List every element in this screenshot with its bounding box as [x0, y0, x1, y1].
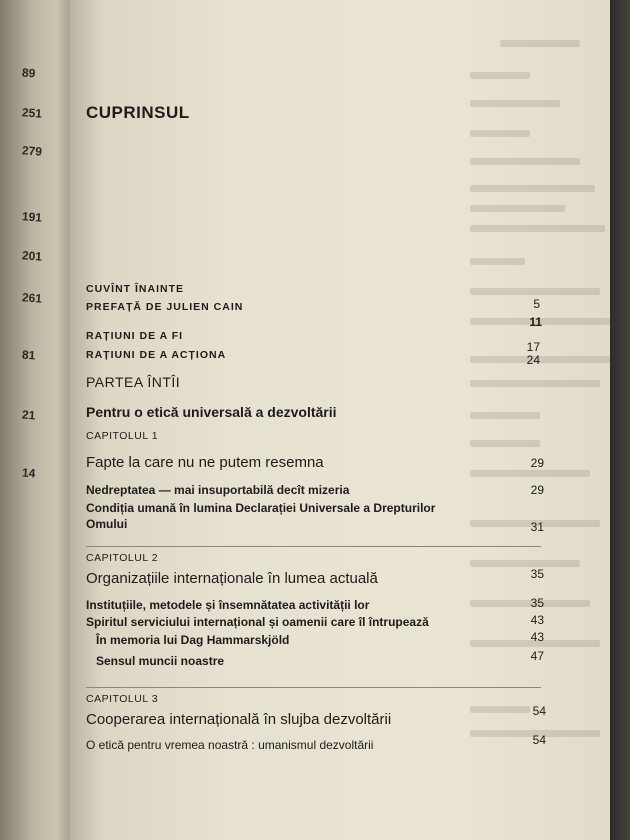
chapter-label: CAPITOLUL 2: [86, 552, 159, 564]
page-title: CUPRINSUL: [86, 103, 190, 122]
toc-page: [70, 0, 610, 840]
toc-entry: RAȚIUNI DE A ACȚIONA: [86, 349, 227, 361]
left-page-number: 81: [21, 347, 36, 363]
left-page-number: 251: [21, 105, 43, 121]
toc-subentry: O etică pentru vremea noastră : umanismul dezvoltării: [86, 738, 374, 752]
left-page-number: 89: [21, 65, 36, 81]
toc-page-number: 17: [526, 340, 540, 354]
chapter-title: Organizațiile internaționale în lumea actuală: [86, 570, 378, 587]
chapter-title: Cooperarea internațională în slujba dezvoltării: [86, 711, 392, 728]
part-heading: PARTEA ÎNTÎI: [86, 374, 181, 390]
toc-page-number: 5: [533, 297, 540, 311]
toc-page-number: 54: [532, 733, 546, 747]
left-page-number: 261: [21, 290, 43, 306]
part-title: Pentru o etică universală a dezvoltării: [86, 404, 337, 420]
toc-subentry: Condiția umană în lumina Declarației Universale a Drepturilor: [86, 501, 436, 515]
previous-page-edge: [0, 0, 70, 840]
toc-entry: CUVÎNT ÎNAINTE: [86, 283, 184, 295]
toc-subentry: Spiritul serviciului internațional și oamenii care îl întrupează: [86, 615, 429, 629]
toc-entry: PREFAȚĂ DE JULIEN CAIN: [86, 301, 244, 313]
toc-page-number: 43: [530, 613, 544, 627]
toc-page-number: 29: [530, 456, 544, 470]
toc-subentry-continued: Omului: [86, 517, 128, 531]
toc-page-number: 43: [530, 630, 544, 644]
section-divider: [86, 687, 541, 688]
section-divider: [86, 546, 541, 547]
toc-page-number: 54: [532, 704, 546, 718]
left-page-number: 21: [21, 407, 36, 423]
toc-page-number: 11: [529, 315, 542, 329]
background-edge: [610, 0, 630, 840]
toc-entry: RAȚIUNI DE A FI: [86, 330, 184, 342]
chapter-title: Fapte la care nu ne putem resemna: [86, 454, 324, 471]
left-page-number: 14: [21, 465, 36, 481]
toc-subentry: Instituțiile, metodele și însemnătatea activității lor: [86, 598, 370, 612]
toc-subentry: Sensul muncii noastre: [96, 654, 225, 668]
toc-page-number: 35: [530, 567, 544, 581]
toc-subentry: Nedreptatea — mai insuportabilă decît mizeria: [86, 483, 350, 497]
table-of-contents: [70, 0, 610, 840]
toc-page-number: 35: [530, 596, 544, 610]
chapter-label: CAPITOLUL 3: [86, 693, 159, 705]
toc-page-number: 47: [530, 649, 544, 663]
left-page-number: 201: [21, 248, 43, 264]
toc-page-number: 29: [530, 483, 544, 497]
chapter-label: CAPITOLUL 1: [86, 430, 159, 442]
left-page-number: 279: [21, 143, 43, 159]
left-page-number: 191: [21, 209, 43, 225]
toc-page-number: 24: [526, 353, 540, 367]
toc-page-number: 31: [530, 520, 544, 534]
toc-subentry: În memoria lui Dag Hammarskjöld: [96, 633, 290, 647]
